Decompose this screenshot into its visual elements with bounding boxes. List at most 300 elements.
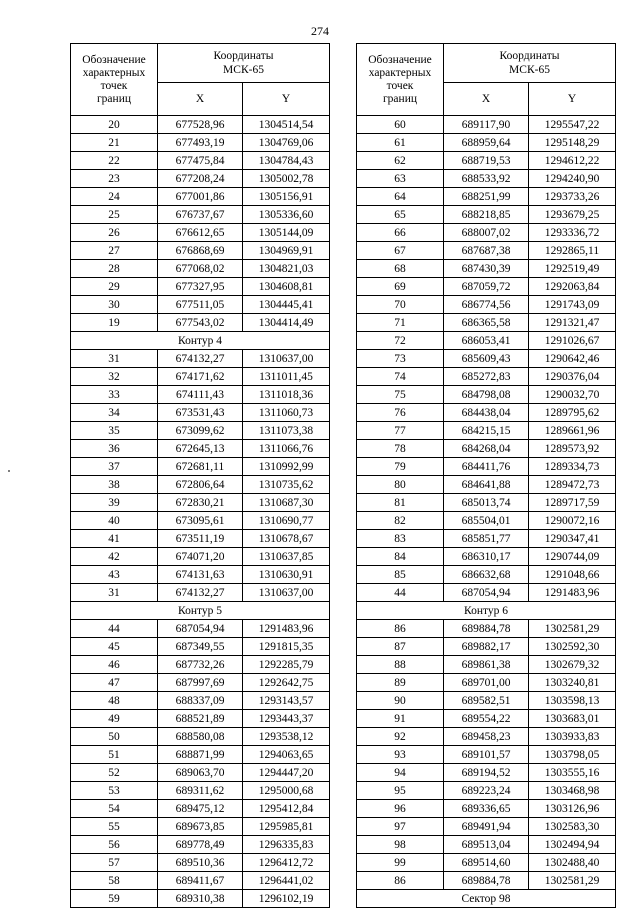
point-number-cell: 78 [357, 440, 444, 458]
y-coordinate-cell: 1303933,83 [529, 728, 616, 746]
x-coordinate-cell: 688521,89 [158, 710, 243, 728]
table-row [71, 566, 330, 584]
y-coordinate-cell: 1305336,60 [243, 206, 330, 224]
table-row [357, 800, 616, 818]
x-coordinate-cell: 676737,67 [158, 206, 243, 224]
table-row [357, 116, 616, 134]
point-number-cell: 86 [357, 620, 444, 638]
point-number-cell: 28 [71, 260, 158, 278]
table-row [357, 224, 616, 242]
y-coordinate-cell: 1292519,49 [529, 260, 616, 278]
y-coordinate-cell: 1310637,00 [243, 350, 330, 368]
table-row [357, 206, 616, 224]
point-number-cell: 45 [71, 638, 158, 656]
y-coordinate-cell: 1290376,04 [529, 368, 616, 386]
x-coordinate-cell: 688337,09 [158, 692, 243, 710]
table-row [357, 692, 616, 710]
x-coordinate-cell: 689778,49 [158, 836, 243, 854]
table-row [357, 620, 616, 638]
y-column-header: Y [529, 83, 616, 116]
x-coordinate-cell: 685013,74 [444, 494, 529, 512]
point-number-cell: 71 [357, 314, 444, 332]
point-number-cell: 46 [71, 656, 158, 674]
table-row [357, 152, 616, 170]
table-row [357, 170, 616, 188]
table-row [71, 782, 330, 800]
y-coordinate-cell: 1311066,76 [243, 440, 330, 458]
table-row [71, 800, 330, 818]
x-coordinate-cell: 689458,23 [444, 728, 529, 746]
table-row [357, 530, 616, 548]
x-coordinate-cell: 689882,17 [444, 638, 529, 656]
y-coordinate-cell: 1293336,72 [529, 224, 616, 242]
y-coordinate-cell: 1311073,38 [243, 422, 330, 440]
table-row [71, 512, 330, 530]
x-coordinate-cell: 687054,94 [158, 620, 243, 638]
point-number-cell: 53 [71, 782, 158, 800]
point-designation-header-line: Обозначение [368, 53, 432, 66]
x-coordinate-cell: 684268,04 [444, 440, 529, 458]
point-number-cell: 56 [71, 836, 158, 854]
y-coordinate-cell: 1303683,01 [529, 710, 616, 728]
point-number-cell: 39 [71, 494, 158, 512]
point-number-cell: 32 [71, 368, 158, 386]
x-coordinate-cell: 677068,02 [158, 260, 243, 278]
coordinates-header-line: Координаты [499, 50, 560, 62]
table-row [357, 728, 616, 746]
y-coordinate-cell: 1294240,90 [529, 170, 616, 188]
point-number-cell: 87 [357, 638, 444, 656]
point-designation-header-line: характерных [82, 66, 146, 79]
y-coordinate-cell: 1305156,91 [243, 188, 330, 206]
point-number-cell: 73 [357, 350, 444, 368]
table-row [71, 296, 330, 314]
point-number-cell: 42 [71, 548, 158, 566]
table-row [71, 206, 330, 224]
point-number-cell: 74 [357, 368, 444, 386]
coordinates-header [444, 44, 616, 83]
y-coordinate-cell: 1304769,06 [243, 134, 330, 152]
x-coordinate-cell: 672830,21 [158, 494, 243, 512]
y-coordinate-cell: 1304784,43 [243, 152, 330, 170]
table-row [357, 188, 616, 206]
x-coordinate-cell: 677511,05 [158, 296, 243, 314]
x-coordinate-cell: 689510,36 [158, 854, 243, 872]
point-number-cell: 69 [357, 278, 444, 296]
point-number-cell: 97 [357, 818, 444, 836]
point-number-cell: 75 [357, 386, 444, 404]
point-number-cell: 86 [357, 872, 444, 890]
table-row [71, 170, 330, 188]
y-coordinate-cell: 1296441,02 [243, 872, 330, 890]
table-row [357, 440, 616, 458]
x-coordinate-cell: 685609,43 [444, 350, 529, 368]
point-number-cell: 26 [71, 224, 158, 242]
section-title: Контур 5 [71, 602, 330, 620]
x-coordinate-cell: 676612,65 [158, 224, 243, 242]
table-row [71, 494, 330, 512]
point-number-cell: 90 [357, 692, 444, 710]
table-row [357, 818, 616, 836]
point-number-cell: 80 [357, 476, 444, 494]
x-coordinate-cell: 672806,64 [158, 476, 243, 494]
x-coordinate-cell: 689673,85 [158, 818, 243, 836]
point-number-cell: 91 [357, 710, 444, 728]
x-coordinate-cell: 688580,08 [158, 728, 243, 746]
y-coordinate-cell: 1304821,03 [243, 260, 330, 278]
point-number-cell: 79 [357, 458, 444, 476]
y-coordinate-cell: 1290347,41 [529, 530, 616, 548]
x-coordinate-cell: 687430,39 [444, 260, 529, 278]
y-coordinate-cell: 1294447,20 [243, 764, 330, 782]
y-coordinate-cell: 1310678,67 [243, 530, 330, 548]
table-row [357, 332, 616, 350]
table-row [71, 746, 330, 764]
point-number-cell: 27 [71, 242, 158, 260]
x-coordinate-cell: 686310,17 [444, 548, 529, 566]
y-coordinate-cell: 1292285,79 [243, 656, 330, 674]
table-row [357, 296, 616, 314]
point-number-cell: 31 [71, 350, 158, 368]
point-number-cell: 92 [357, 728, 444, 746]
x-coordinate-cell: 674071,20 [158, 548, 243, 566]
table-row [357, 854, 616, 872]
point-designation-header-line: границ [96, 92, 132, 105]
y-coordinate-cell: 1303555,16 [529, 764, 616, 782]
table-row [357, 350, 616, 368]
point-number-cell: 24 [71, 188, 158, 206]
x-coordinate-cell: 689310,38 [158, 890, 243, 908]
x-coordinate-cell: 689491,94 [444, 818, 529, 836]
point-number-cell: 19 [71, 314, 158, 332]
point-designation-header-line: Обозначение [82, 53, 146, 66]
x-coordinate-cell: 689884,78 [444, 872, 529, 890]
table-row [71, 242, 330, 260]
x-coordinate-cell: 677543,02 [158, 314, 243, 332]
y-coordinate-cell: 1304414,49 [243, 314, 330, 332]
table-row [357, 782, 616, 800]
table-row [357, 260, 616, 278]
y-coordinate-cell: 1303468,98 [529, 782, 616, 800]
y-coordinate-cell: 1295412,84 [243, 800, 330, 818]
point-number-cell: 67 [357, 242, 444, 260]
point-number-cell: 44 [71, 620, 158, 638]
y-coordinate-cell: 1291743,09 [529, 296, 616, 314]
x-coordinate-cell: 684438,04 [444, 404, 529, 422]
y-coordinate-cell: 1296102,19 [243, 890, 330, 908]
table-row [71, 620, 330, 638]
table-row [357, 584, 616, 602]
point-number-cell: 48 [71, 692, 158, 710]
point-number-cell: 58 [71, 872, 158, 890]
x-coordinate-cell: 684641,88 [444, 476, 529, 494]
table-row [71, 368, 330, 386]
point-number-cell: 89 [357, 674, 444, 692]
coordinates-table-left [70, 43, 330, 908]
y-coordinate-cell: 1311011,45 [243, 368, 330, 386]
point-number-cell: 29 [71, 278, 158, 296]
point-number-cell: 81 [357, 494, 444, 512]
y-coordinate-cell: 1295148,29 [529, 134, 616, 152]
point-number-cell: 82 [357, 512, 444, 530]
y-coordinate-cell: 1291483,96 [243, 620, 330, 638]
point-number-cell: 77 [357, 422, 444, 440]
section-row [71, 602, 330, 620]
y-coordinate-cell: 1289472,73 [529, 476, 616, 494]
point-number-cell: 40 [71, 512, 158, 530]
x-coordinate-cell: 689861,38 [444, 656, 529, 674]
y-coordinate-cell: 1302494,94 [529, 836, 616, 854]
x-coordinate-cell: 688719,53 [444, 152, 529, 170]
point-number-cell: 43 [71, 566, 158, 584]
y-coordinate-cell: 1310690,77 [243, 512, 330, 530]
x-coordinate-cell: 688007,02 [444, 224, 529, 242]
y-coordinate-cell: 1291048,66 [529, 566, 616, 584]
point-number-cell: 20 [71, 116, 158, 134]
x-coordinate-cell: 688959,64 [444, 134, 529, 152]
table-row [71, 764, 330, 782]
x-coordinate-cell: 673511,19 [158, 530, 243, 548]
point-designation-header-line: точек [100, 79, 128, 92]
x-coordinate-cell: 677327,95 [158, 278, 243, 296]
y-coordinate-cell: 1303598,13 [529, 692, 616, 710]
y-coordinate-cell: 1292063,84 [529, 278, 616, 296]
point-number-cell: 22 [71, 152, 158, 170]
y-column-header: Y [243, 83, 330, 116]
table-row [71, 674, 330, 692]
x-coordinate-cell: 689411,67 [158, 872, 243, 890]
y-coordinate-cell: 1292642,75 [243, 674, 330, 692]
point-number-cell: 47 [71, 674, 158, 692]
y-coordinate-cell: 1303798,05 [529, 746, 616, 764]
x-coordinate-cell: 684215,15 [444, 422, 529, 440]
point-designation-header-line: границ [382, 92, 418, 105]
x-coordinate-cell: 687732,26 [158, 656, 243, 674]
y-coordinate-cell: 1289717,59 [529, 494, 616, 512]
header-row [71, 44, 330, 83]
x-coordinate-cell: 688533,92 [444, 170, 529, 188]
point-designation-header [357, 44, 444, 116]
y-coordinate-cell: 1303126,96 [529, 800, 616, 818]
point-number-cell: 98 [357, 836, 444, 854]
table-row [71, 872, 330, 890]
point-number-cell: 63 [357, 170, 444, 188]
y-coordinate-cell: 1302581,29 [529, 872, 616, 890]
x-coordinate-cell: 674111,43 [158, 386, 243, 404]
table-row [71, 152, 330, 170]
x-coordinate-cell: 689101,57 [444, 746, 529, 764]
y-coordinate-cell: 1311060,73 [243, 404, 330, 422]
x-coordinate-cell: 685504,01 [444, 512, 529, 530]
point-number-cell: 65 [357, 206, 444, 224]
point-number-cell: 72 [357, 332, 444, 350]
point-number-cell: 57 [71, 854, 158, 872]
y-coordinate-cell: 1294612,22 [529, 152, 616, 170]
table-row [357, 476, 616, 494]
x-coordinate-cell: 688871,99 [158, 746, 243, 764]
x-coordinate-cell: 686365,58 [444, 314, 529, 332]
point-number-cell: 35 [71, 422, 158, 440]
point-designation-header [71, 44, 158, 116]
point-number-cell: 34 [71, 404, 158, 422]
y-coordinate-cell: 1291321,47 [529, 314, 616, 332]
point-number-cell: 37 [71, 458, 158, 476]
y-coordinate-cell: 1303240,81 [529, 674, 616, 692]
x-coordinate-cell: 686774,56 [444, 296, 529, 314]
point-number-cell: 76 [357, 404, 444, 422]
table-row [71, 260, 330, 278]
x-column-header: X [158, 83, 243, 116]
table-row [357, 746, 616, 764]
point-number-cell: 49 [71, 710, 158, 728]
x-coordinate-cell: 687687,38 [444, 242, 529, 260]
y-coordinate-cell: 1310637,00 [243, 584, 330, 602]
point-designation-header-line: точек [386, 79, 414, 92]
y-coordinate-cell: 1291815,35 [243, 638, 330, 656]
y-coordinate-cell: 1302581,29 [529, 620, 616, 638]
point-number-cell: 94 [357, 764, 444, 782]
table-row [71, 386, 330, 404]
point-number-cell: 62 [357, 152, 444, 170]
point-number-cell: 85 [357, 566, 444, 584]
coordinates-header-line: МСК-65 [509, 64, 550, 76]
section-row [357, 602, 616, 620]
table-row [357, 422, 616, 440]
x-coordinate-cell: 687054,94 [444, 584, 529, 602]
table-row [71, 638, 330, 656]
x-coordinate-cell: 688251,99 [444, 188, 529, 206]
table-row [357, 404, 616, 422]
x-coordinate-cell: 677001,86 [158, 188, 243, 206]
x-coordinate-cell: 689117,90 [444, 116, 529, 134]
point-number-cell: 21 [71, 134, 158, 152]
x-coordinate-cell: 689223,24 [444, 782, 529, 800]
x-coordinate-cell: 673531,43 [158, 404, 243, 422]
y-coordinate-cell: 1293679,25 [529, 206, 616, 224]
point-number-cell: 93 [357, 746, 444, 764]
table-row [71, 134, 330, 152]
header-row [357, 44, 616, 83]
section-row [71, 332, 330, 350]
y-coordinate-cell: 1293733,26 [529, 188, 616, 206]
y-coordinate-cell: 1302488,40 [529, 854, 616, 872]
y-coordinate-cell: 1293538,12 [243, 728, 330, 746]
y-coordinate-cell: 1305002,78 [243, 170, 330, 188]
point-number-cell: 30 [71, 296, 158, 314]
x-coordinate-cell: 689336,65 [444, 800, 529, 818]
x-coordinate-cell: 687349,55 [158, 638, 243, 656]
point-number-cell: 61 [357, 134, 444, 152]
table-row [71, 728, 330, 746]
x-coordinate-cell: 684798,08 [444, 386, 529, 404]
x-coordinate-cell: 689514,60 [444, 854, 529, 872]
y-coordinate-cell: 1304608,81 [243, 278, 330, 296]
point-number-cell: 55 [71, 818, 158, 836]
x-coordinate-cell: 674131,63 [158, 566, 243, 584]
coordinates-table-right [356, 43, 616, 908]
table-row [71, 350, 330, 368]
table-row [71, 188, 330, 206]
x-coordinate-cell: 677475,84 [158, 152, 243, 170]
y-coordinate-cell: 1289334,73 [529, 458, 616, 476]
y-coordinate-cell: 1304445,41 [243, 296, 330, 314]
x-coordinate-cell: 686053,41 [444, 332, 529, 350]
x-coordinate-cell: 686632,68 [444, 566, 529, 584]
table-row [357, 314, 616, 332]
table-row [71, 710, 330, 728]
point-number-cell: 25 [71, 206, 158, 224]
table-row [71, 692, 330, 710]
table-row [357, 278, 616, 296]
table-row [357, 638, 616, 656]
point-number-cell: 31 [71, 584, 158, 602]
table-row [71, 818, 330, 836]
table-row [357, 710, 616, 728]
x-column-header: X [444, 83, 529, 116]
y-coordinate-cell: 1310735,62 [243, 476, 330, 494]
x-coordinate-cell: 689475,12 [158, 800, 243, 818]
x-coordinate-cell: 689513,04 [444, 836, 529, 854]
point-number-cell: 95 [357, 782, 444, 800]
point-number-cell: 59 [71, 890, 158, 908]
point-number-cell: 68 [357, 260, 444, 278]
point-number-cell: 84 [357, 548, 444, 566]
point-number-cell: 52 [71, 764, 158, 782]
y-coordinate-cell: 1289795,62 [529, 404, 616, 422]
x-coordinate-cell: 676868,69 [158, 242, 243, 260]
x-coordinate-cell: 673095,61 [158, 512, 243, 530]
y-coordinate-cell: 1310630,91 [243, 566, 330, 584]
x-coordinate-cell: 689311,62 [158, 782, 243, 800]
x-coordinate-cell: 687059,72 [444, 278, 529, 296]
point-designation-header-line: характерных [368, 66, 432, 79]
y-coordinate-cell: 1291483,96 [529, 584, 616, 602]
x-coordinate-cell: 689582,51 [444, 692, 529, 710]
point-number-cell: 64 [357, 188, 444, 206]
table-row [71, 854, 330, 872]
x-coordinate-cell: 685272,83 [444, 368, 529, 386]
table-row [357, 494, 616, 512]
table-row [357, 242, 616, 260]
x-coordinate-cell: 689063,70 [158, 764, 243, 782]
y-coordinate-cell: 1294063,65 [243, 746, 330, 764]
x-coordinate-cell: 689194,52 [444, 764, 529, 782]
point-number-cell: 60 [357, 116, 444, 134]
x-coordinate-cell: 688218,85 [444, 206, 529, 224]
y-coordinate-cell: 1296412,72 [243, 854, 330, 872]
x-coordinate-cell: 674171,62 [158, 368, 243, 386]
y-coordinate-cell: 1293443,37 [243, 710, 330, 728]
table-row [357, 566, 616, 584]
table-row [357, 134, 616, 152]
y-coordinate-cell: 1296335,83 [243, 836, 330, 854]
y-coordinate-cell: 1302679,32 [529, 656, 616, 674]
section-title: Контур 6 [357, 602, 616, 620]
table-row [71, 116, 330, 134]
table-row [71, 422, 330, 440]
point-number-cell: 96 [357, 800, 444, 818]
point-number-cell: 99 [357, 854, 444, 872]
x-coordinate-cell: 672645,13 [158, 440, 243, 458]
y-coordinate-cell: 1304969,91 [243, 242, 330, 260]
point-number-cell: 38 [71, 476, 158, 494]
x-coordinate-cell: 685851,77 [444, 530, 529, 548]
y-coordinate-cell: 1302592,30 [529, 638, 616, 656]
x-coordinate-cell: 674132,27 [158, 584, 243, 602]
x-coordinate-cell: 684411,76 [444, 458, 529, 476]
point-number-cell: 41 [71, 530, 158, 548]
y-coordinate-cell: 1289661,96 [529, 422, 616, 440]
